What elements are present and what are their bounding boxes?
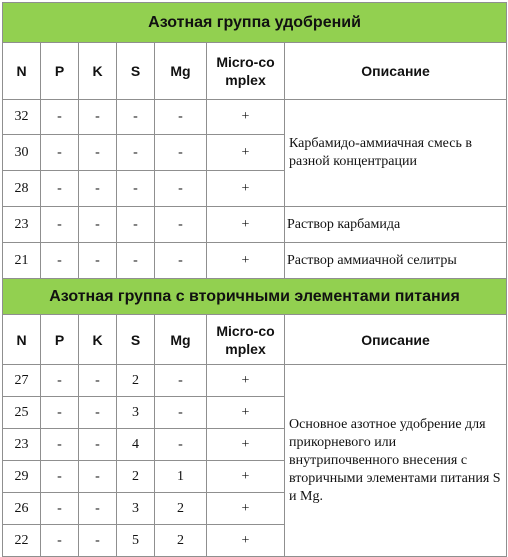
cell-n: 28 [3, 171, 41, 207]
cell-k: - [79, 429, 117, 461]
cell-p: - [41, 243, 79, 279]
cell-s: 3 [117, 397, 155, 429]
col-header-p: P [41, 315, 79, 365]
cell-s: - [117, 243, 155, 279]
description-uan: Карбамидо-аммиачная смесь в разной концентрации [285, 100, 507, 207]
cell-k: - [79, 100, 117, 135]
col-header-micro [207, 315, 285, 365]
cell-n: 26 [3, 493, 41, 525]
cell-micro: + [207, 493, 285, 525]
cell-p: - [41, 493, 79, 525]
col-header-n: N [3, 43, 41, 100]
cell-mg: - [155, 171, 207, 207]
section-1-header-row [3, 43, 507, 100]
cell-n: 23 [3, 429, 41, 461]
cell-p: - [41, 397, 79, 429]
col-header-desc: Описание [285, 43, 507, 100]
col-header-mg: Mg [155, 43, 207, 100]
description-secondary: Основное азотное удобрение для прикорневого или внутрипочвенного внесения с вторичными элементами питания S и Mg. [285, 365, 507, 557]
fertilizer-table [2, 2, 507, 557]
cell-micro: + [207, 207, 285, 243]
col-header-n: N [3, 315, 41, 365]
cell-n: 25 [3, 397, 41, 429]
cell-k: - [79, 461, 117, 493]
cell-p: - [41, 135, 79, 171]
cell-k: - [79, 243, 117, 279]
col-header-k: K [79, 315, 117, 365]
section-2-title: Азотная группа с вторичными элементами питания [3, 279, 507, 315]
col-header-micro [207, 43, 285, 100]
table-row [3, 100, 507, 135]
section-2-title-row [3, 279, 507, 315]
cell-s: - [117, 135, 155, 171]
cell-n: 29 [3, 461, 41, 493]
cell-n: 32 [3, 100, 41, 135]
cell-mg: 2 [155, 493, 207, 525]
cell-n: 23 [3, 207, 41, 243]
cell-s: 2 [117, 461, 155, 493]
table-row [3, 207, 507, 243]
cell-micro: + [207, 243, 285, 279]
col-header-desc: Описание [285, 315, 507, 365]
cell-s: 5 [117, 525, 155, 557]
cell-s: 2 [117, 365, 155, 397]
cell-micro: + [207, 171, 285, 207]
table-row [3, 243, 507, 279]
cell-micro: + [207, 397, 285, 429]
cell-micro: + [207, 365, 285, 397]
cell-p: - [41, 525, 79, 557]
cell-n: 27 [3, 365, 41, 397]
table-row [3, 365, 507, 397]
micro-header-text: Micro-complex [216, 54, 275, 88]
cell-k: - [79, 135, 117, 171]
cell-p: - [41, 461, 79, 493]
cell-s: - [117, 207, 155, 243]
cell-n: 22 [3, 525, 41, 557]
cell-mg: 1 [155, 461, 207, 493]
col-header-k: K [79, 43, 117, 100]
col-header-p: P [41, 43, 79, 100]
col-header-s: S [117, 315, 155, 365]
section-2-header-row [3, 315, 507, 365]
cell-micro: + [207, 525, 285, 557]
cell-p: - [41, 207, 79, 243]
cell-k: - [79, 207, 117, 243]
description-urea: Раствор карбамида [285, 207, 507, 243]
cell-p: - [41, 429, 79, 461]
cell-p: - [41, 100, 79, 135]
cell-micro: + [207, 461, 285, 493]
cell-micro: + [207, 429, 285, 461]
cell-k: - [79, 525, 117, 557]
cell-mg: - [155, 100, 207, 135]
cell-s: - [117, 171, 155, 207]
cell-k: - [79, 365, 117, 397]
section-1-title-row [3, 3, 507, 43]
cell-k: - [79, 493, 117, 525]
cell-mg: 2 [155, 525, 207, 557]
cell-k: - [79, 397, 117, 429]
section-1-title: Азотная группа удобрений [3, 3, 507, 43]
cell-micro: + [207, 100, 285, 135]
cell-n: 30 [3, 135, 41, 171]
cell-mg: - [155, 429, 207, 461]
cell-p: - [41, 171, 79, 207]
cell-mg: - [155, 365, 207, 397]
col-header-s: S [117, 43, 155, 100]
cell-s: 3 [117, 493, 155, 525]
cell-k: - [79, 171, 117, 207]
description-ammonium-nitrate: Раствор аммиачной селитры [285, 243, 507, 279]
cell-mg: - [155, 243, 207, 279]
cell-mg: - [155, 135, 207, 171]
micro-header-text: Micro-complex [216, 322, 275, 357]
cell-s: 4 [117, 429, 155, 461]
cell-p: - [41, 365, 79, 397]
cell-mg: - [155, 207, 207, 243]
cell-s: - [117, 100, 155, 135]
cell-n: 21 [3, 243, 41, 279]
cell-mg: - [155, 397, 207, 429]
cell-micro: + [207, 135, 285, 171]
col-header-mg: Mg [155, 315, 207, 365]
